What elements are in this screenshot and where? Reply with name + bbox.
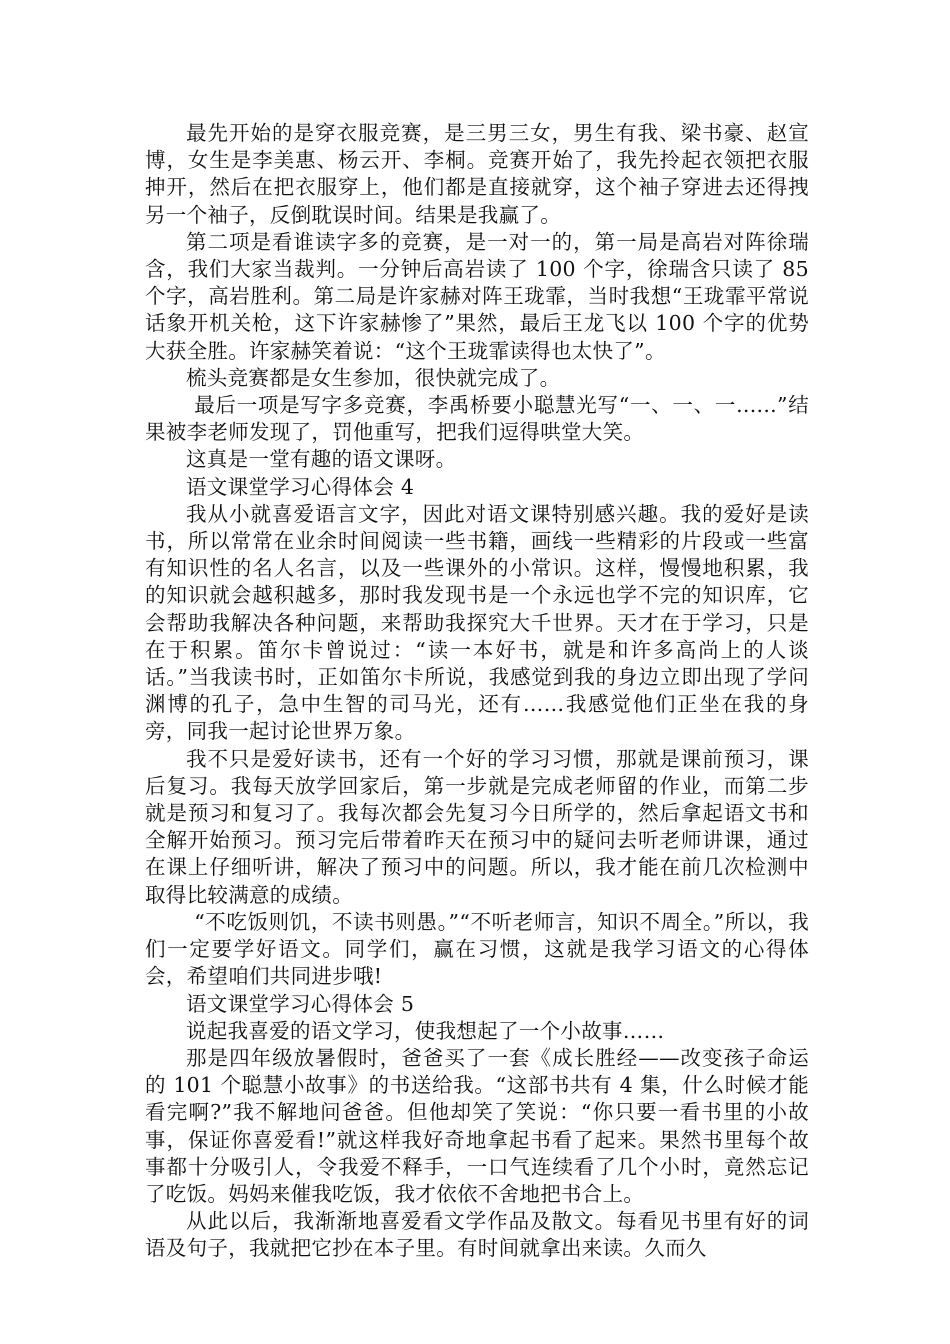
paragraph-8: 我不只是爱好读书，还有一个好的学习习惯，那就是课前预习，课后复习。我每天放学回家后，第一步就是完成老师留的作业，而第二步就是预习和复习了。我每次都会先复习今日所学的，然后拿起语文书和全解开始预习。预习完后带着昨天在预习中的疑问去听老师讲课，通过在课上仔细听讲，解决了预习中的问题。所以，我才能在前几次检测中取得比较满意的成绩。 <box>145 746 809 907</box>
paragraph-4: 最后一项是写字多竞赛，李禹桥要小聪慧光写“一、一、一......”结果被李老师发现了，罚他重写，把我们逗得哄堂大笑。 <box>145 393 809 445</box>
section-heading-5: 语文课堂学习心得体会 5 <box>186 991 415 1016</box>
paragraph-11: 说起我喜爱的语文学习，使我想起了一个小故事…… <box>186 1018 665 1043</box>
paragraph-9: “不吃饭则饥，不读书则愚。”“不听老师言，知识不周全。”所以，我们一定要学好语文。同学们，赢在习惯，这就是我学习语文的心得体会，希望咱们共同进步哦! <box>145 909 809 989</box>
paragraph-7: 我从小就喜爱语言文字，因此对语文课特别感兴趣。我的爱好是读书，所以常常在业余时间阅读一些书籍，画线一些精彩的片段或一些富有知识性的名人名言，以及一些课外的小常识。这样，慢慢地积累，我的知识就会越积越多，那时我发现书是一个永远也学不完的知识库，它会帮助我解决各种问题，来帮助我探究大千世界。天才在于学习，只是在于积累。笛尔卡曾说过：“读一本好书，就是和许多高尚上的人谈话。”当我读书时，正如笛尔卡所说，我感觉到我的身边立即出现了学问渊博的孔子，急中生智的司马光，还有……我感觉他们正坐在我的身旁，同我一起讨论世界万象。 <box>145 501 809 744</box>
paragraph-1: 最先开始的是穿衣服竞赛，是三男三女，男生有我、梁书豪、赵宣博，女生是李美惠、杨云开、李桐。竞赛开始了，我先拎起衣领把衣服抻开，然后在把衣服穿上，他们都是直接就穿，这个袖子穿进去还得拽另一个袖子，反倒耽误时间。结果是我赢了。 <box>145 121 809 227</box>
section-heading-4: 语文课堂学习心得体会 4 <box>186 474 415 499</box>
paragraph-12: 那是四年级放暑假时，爸爸买了一套《成长胜经——改变孩子命运的 101 个聪慧小故事》的书送给我。“这部书共有 4 集，什么时候才能看完啊?”我不解地问爸爸。但他却笑了笑说：“你只要一看书里的小故事，保证你喜爱看!”就这样我好奇地拿起书看了起来。果然书里每个故事都十分吸引人，令我爱不释手，一口气连续看了几个小时，竟然忘记了吃饭。妈妈来催我吃饭，我才依依不舍地把书合上。 <box>145 1045 809 1206</box>
paragraph-2: 第二项是看谁读字多的竞赛，是一对一的，第一局是高岩对阵徐瑞含，我们大家当裁判。一分钟后高岩读了 100 个字，徐瑞含只读了 85 个字，高岩胜利。第二局是许家赫对阵王珑霏，当时我想“王珑霏平常说话象开机关枪，这下许家赫惨了”果然，最后王龙飞以 100 个字的优势大获全胜。许家赫笑着说：“这个王珑霏读得也太快了”。 <box>145 229 809 363</box>
paragraph-3: 梳头竞赛都是女生参加，很快就完成了。 <box>186 365 561 390</box>
paragraph-5: 这真是一堂有趣的语文课呀。 <box>186 447 457 472</box>
document-page <box>145 120 809 1263</box>
paragraph-13: 从此以后，我渐渐地喜爱看文学作品及散文。每看见书里有好的词语及句子，我就把它抄在本子里。有时间就拿出来读。久而久 <box>145 1209 809 1261</box>
